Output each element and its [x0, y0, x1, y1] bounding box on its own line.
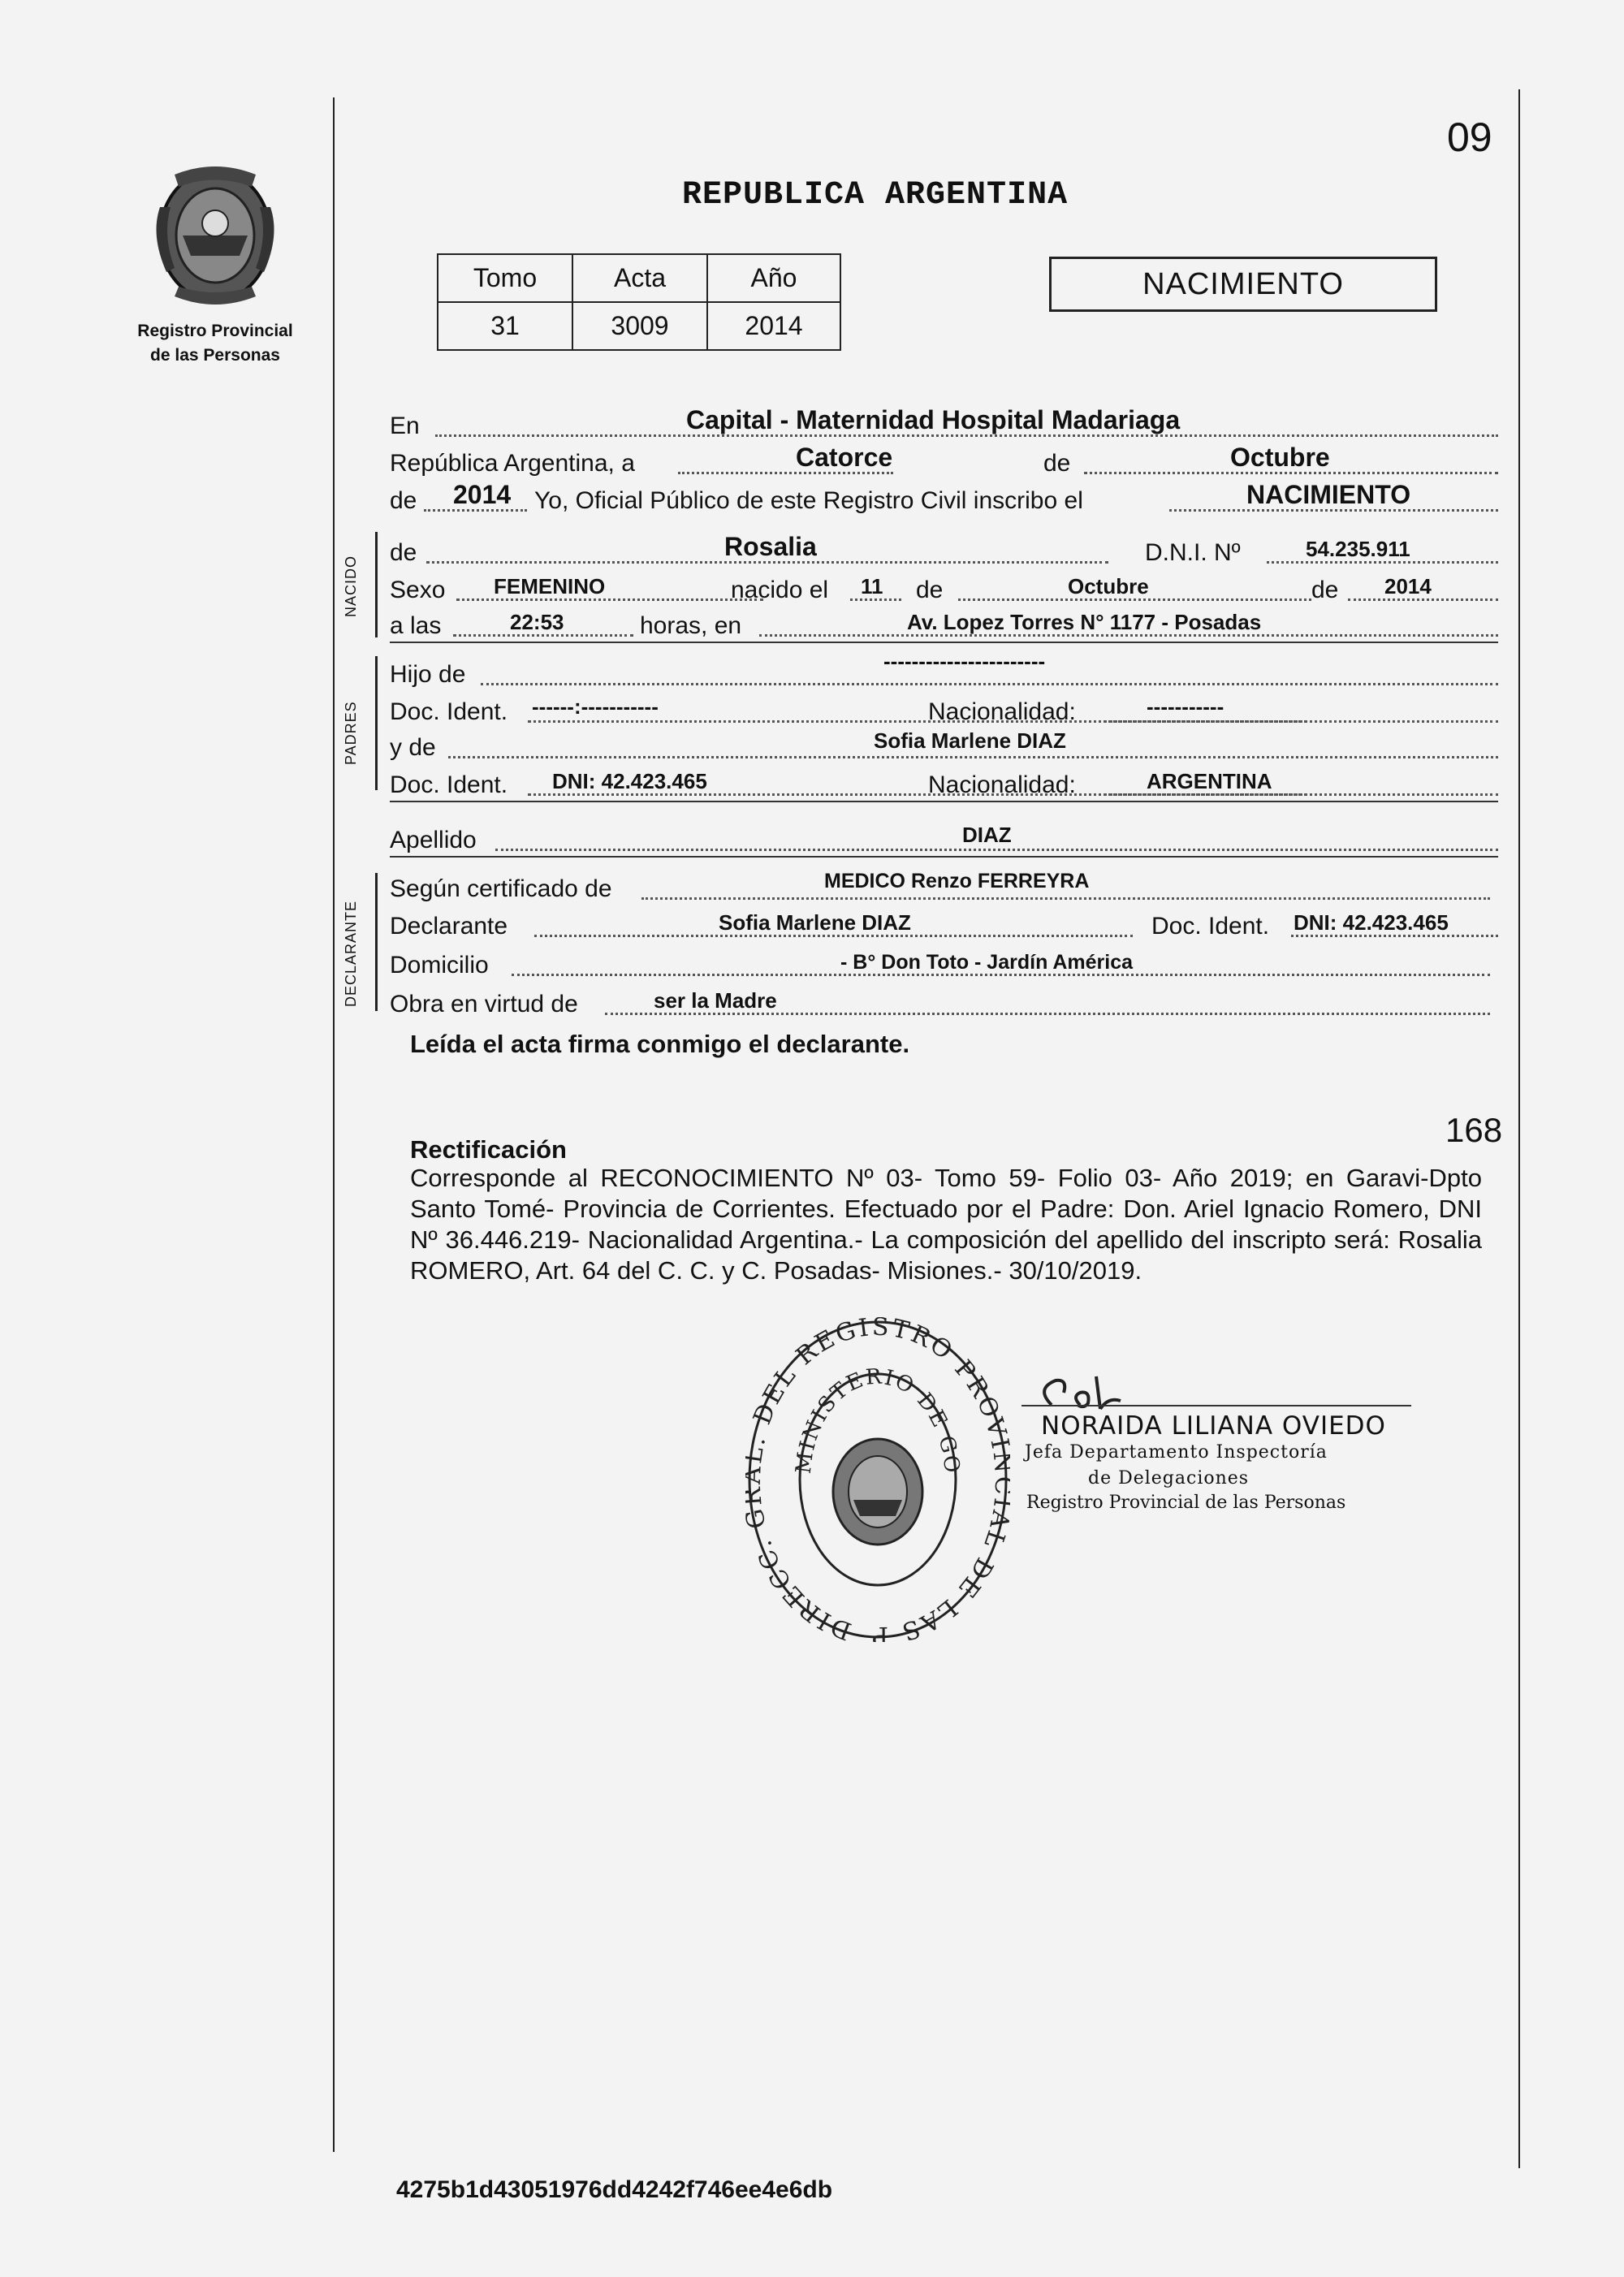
- birth-year-value: 2014: [1384, 574, 1432, 598]
- page-number: 09: [1447, 114, 1492, 160]
- child-name-value: Rosalia: [724, 532, 817, 561]
- signatory-organization: Registro Provincial de las Personas: [1026, 1493, 1346, 1513]
- row-mother: [390, 726, 1498, 762]
- left-margin-line: [333, 97, 335, 2152]
- de-label-3: de: [1311, 577, 1339, 603]
- birth-place-value: Capital - Maternidad Hospital Madariaga: [686, 405, 1181, 434]
- doc-ident-label-2: Doc. Ident.: [390, 771, 508, 798]
- declarante-section-label: DECLARANTE: [343, 900, 359, 1007]
- tomo-value: 31: [438, 302, 572, 350]
- doc-ident-label: Doc. Ident.: [390, 698, 508, 725]
- row-date: [390, 442, 1498, 477]
- dni-label: D.N.I. Nº: [1145, 539, 1241, 566]
- row-declarant: [390, 905, 1498, 940]
- registry-logo: [122, 158, 309, 365]
- sex-value: FEMENINO: [494, 574, 606, 598]
- dotted-line: [1291, 935, 1498, 937]
- nacido-section-label: NACIDO: [343, 555, 359, 617]
- signatory-name: NORAIDA LILIANA OVIEDO: [1041, 1411, 1386, 1441]
- acta-value: 3009: [572, 302, 707, 350]
- certificate-value: MEDICO Renzo FERREYRA: [824, 870, 1090, 892]
- stamp-outer-text: DIRECC. DEL REGISTRO PROV L DE LAS P: [748, 1317, 1010, 1642]
- row-surname: [390, 819, 1498, 854]
- document-hash: 4275b1d43051976dd4242f746ee4e6db: [396, 2176, 833, 2203]
- segun-label: Según certificado de: [390, 875, 612, 902]
- anio-value: 2014: [707, 302, 840, 350]
- de-label-2: de: [916, 577, 944, 603]
- mother-nationality-value: ARGENTINA: [1147, 769, 1272, 793]
- de-label: de: [390, 539, 417, 566]
- a-las-label: a las: [390, 612, 442, 639]
- oficial-label: Yo, Oficial Público de este Registro Civil inscribo el: [534, 487, 1083, 514]
- mother-name-value: Sofia Marlene DIAZ: [874, 728, 1066, 753]
- republica-label: República Argentina, a: [390, 450, 635, 477]
- address-value: - B° Don Toto - Jardín América: [840, 951, 1134, 974]
- birth-day-value: 11: [861, 574, 883, 598]
- father-doc-value: ------:-----------: [532, 694, 659, 719]
- tomo-header: Tomo: [438, 254, 572, 302]
- province-seal-icon: [142, 158, 288, 313]
- logo-caption-line-2: de las Personas: [150, 346, 280, 365]
- nacido-bracket: [375, 532, 378, 637]
- acta-header: Acta: [572, 254, 707, 302]
- row-mother-doc: [390, 763, 1498, 799]
- country-heading: REPUBLICA ARGENTINA: [682, 177, 1069, 214]
- row-registry-statement: [390, 479, 1498, 515]
- row-address: [390, 944, 1498, 979]
- official-stamp: [745, 1317, 1010, 1642]
- padres-section-label: PADRES: [343, 701, 359, 765]
- dotted-line: [641, 897, 1490, 900]
- registry-table-value-row: [438, 302, 840, 350]
- hijo-de-label: Hijo de: [390, 661, 466, 688]
- de2-label: de: [390, 487, 417, 514]
- registry-table: [437, 253, 841, 351]
- nacido-el-label: nacido el: [731, 577, 829, 603]
- en-label: En: [390, 413, 420, 439]
- row-capacity: [390, 983, 1498, 1018]
- capacity-value: ser la Madre: [654, 988, 777, 1013]
- declarante-label: Declarante: [390, 913, 508, 940]
- day-text-value: Catorce: [796, 443, 893, 472]
- doc-ident-label-3: Doc. Ident.: [1151, 913, 1270, 940]
- rectification-body: Corresponde al RECONOCIMIENTO Nº 03- Tomo 59- Folio 03- Año 2019; en Garavi-Dpto Santo Tomé- Provincia de Corrientes. Efectuado por el Padre: Don. Ariel Ignacio Romero, DNI Nº 36.446.219- Nacionalidad Argentina.- La composición del apellido del inscripto será: Rosalia ROMERO, Art. 64 del C. C. y C. Posadas- Misiones.- 30/10/2019.: [410, 1164, 1482, 1285]
- logo-caption-line-1: Registro Provincial: [137, 322, 293, 340]
- father-nationality-value: -----------: [1147, 694, 1224, 719]
- sexo-label: Sexo: [390, 577, 446, 603]
- declarante-bracket: [375, 873, 378, 1011]
- row-father-doc: [390, 690, 1498, 726]
- row-sex-birthdate: [390, 568, 1498, 604]
- dotted-line: [495, 849, 1498, 851]
- record-type-box: NACIMIENTO: [1049, 257, 1437, 312]
- padres-bracket: [375, 656, 378, 790]
- mother-doc-value: DNI: 42.423.465: [552, 769, 707, 793]
- nacionalidad-label-2: Nacionalidad:: [928, 771, 1076, 798]
- folio-number: 168: [1445, 1111, 1503, 1149]
- anio-header: Año: [707, 254, 840, 302]
- child-dni-value: 54.235.911: [1306, 537, 1410, 561]
- domicilio-label: Domicilio: [390, 952, 489, 979]
- row-birth-time-place: [390, 604, 1498, 640]
- declarant-doc-value: DNI: 42.423.465: [1294, 910, 1449, 935]
- dotted-line: [1104, 720, 1498, 723]
- surname-value: DIAZ: [962, 823, 1012, 847]
- section-divider: [390, 642, 1498, 643]
- birth-month-value: Octubre: [1068, 574, 1149, 598]
- closing-statement: Leída el acta firma conmigo el declarante.: [410, 1030, 910, 1058]
- row-name: [390, 531, 1498, 567]
- de-label: de: [1043, 450, 1071, 477]
- dotted-line: [448, 756, 1498, 758]
- section-divider: [390, 856, 1498, 858]
- stamp-inner-text: MINISTERIO DE GO: [791, 1364, 965, 1476]
- obra-label: Obra en virtud de: [390, 991, 578, 1018]
- signatory-department: de Delegaciones: [1088, 1468, 1250, 1488]
- row-place: [390, 404, 1498, 440]
- declarant-name-value: Sofia Marlene DIAZ: [719, 910, 911, 935]
- month-text-value: Octubre: [1230, 443, 1330, 472]
- stamp-seal-icon: [745, 1317, 1010, 1642]
- father-name-value: -----------------------: [883, 649, 1046, 673]
- section-divider: [390, 801, 1498, 802]
- signature-line: [1021, 1405, 1411, 1406]
- right-margin-line: [1518, 89, 1520, 2168]
- row-father: [390, 649, 1498, 689]
- dotted-line: [481, 683, 1498, 685]
- birth-time-value: 22:53: [510, 610, 564, 634]
- row-certificate: [390, 867, 1498, 903]
- y-de-label: y de: [390, 734, 436, 761]
- nacionalidad-label: Nacionalidad:: [928, 698, 1076, 725]
- apellido-label: Apellido: [390, 827, 477, 853]
- birth-address-value: Av. Lopez Torres N° 1177 - Posadas: [907, 610, 1262, 634]
- rectification-title: Rectificación: [410, 1135, 567, 1164]
- act-type-value: NACIMIENTO: [1246, 480, 1411, 509]
- year-value: 2014: [453, 480, 512, 509]
- horas-label: horas, en: [640, 612, 742, 639]
- registry-table-header-row: [438, 254, 840, 302]
- signatory-role: Jefa Departamento Inspectoría: [1025, 1442, 1328, 1463]
